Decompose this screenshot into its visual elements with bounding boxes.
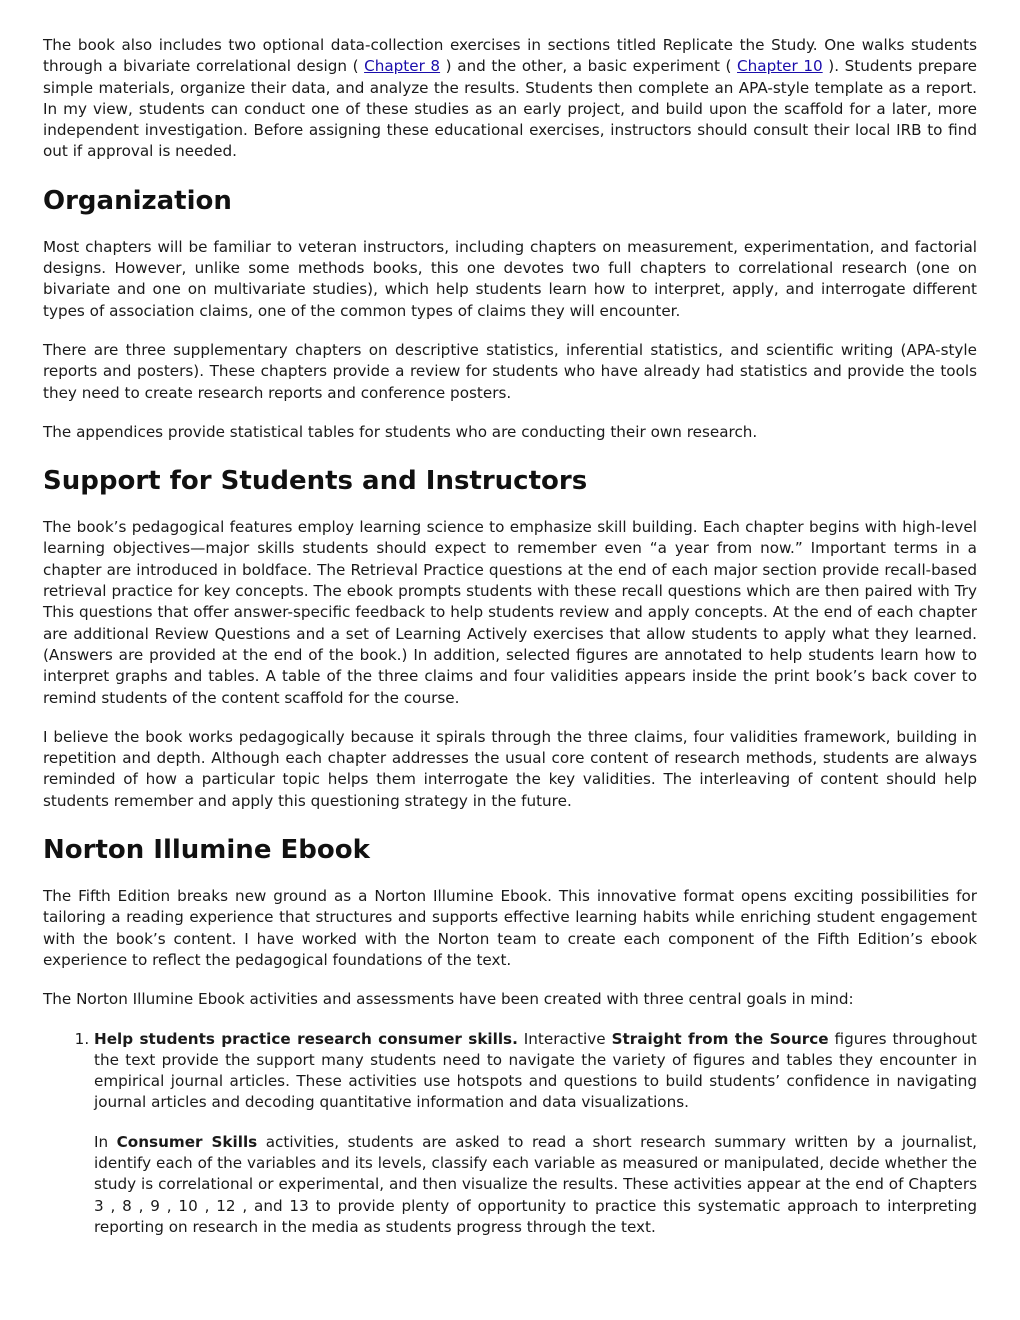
chapter-10-link[interactable]: Chapter 10 bbox=[737, 57, 823, 76]
goal-1-sub-text-a: In bbox=[94, 1132, 117, 1151]
norton-heading: Norton Illumine Ebook bbox=[43, 835, 370, 866]
goal-1-sub-text-b: activities, students are asked to read a short research summary written by a journalist, identify each of the variables and its levels, classify each variable as measured or manipulated, decide whether the study is correlational or experimental, and then visualize the results. These activities appear at the end of Chapters 3 , 8 , 9 , 10 , 12 , and 13 to provide plenty of opportunity to practice this systematic approach to interpreting reporting on research in the media as students progress through the text. bbox=[94, 1132, 977, 1236]
organization-heading: Organization bbox=[43, 185, 232, 216]
norton-paragraph-1: The Fifth Edition breaks new ground as a Norton Illumine Ebook. This innovative format opens exciting possibilities for tailoring a reading experience that structures and supports effective learning habits while enriching student engagement with the book’s content. I have worked with the Norton team to create each component of the Fifth Edition’s ebook experience to reflect the pedagogical foundations of the text. bbox=[43, 887, 977, 969]
support-heading: Support for Students and Instructors bbox=[43, 466, 588, 497]
support-paragraph-1: The book’s pedagogical features employ learning science to emphasize skill building. Each chapter begins with high-level learning objectives—major skills students should expect to remember even “a year from now.” Important terms in a chapter are introduced in boldface. The Retrieval Practice questions at the end of each major section provide recall-based retrieval practice for key concepts. The ebook prompts students with these recall questions which are then paired with Try This questions that offer answer-specific feedback to help students review and apply concepts. At the end of each chapter are additional Review Questions and a set of Learning Actively exercises that allow students to apply what they learned. (Answers are provided at the end of the book.) In addition, selected figures are annotated to help students learn how to interpret graphs and tables. A table of the three claims and four validities appears inside the print book’s back cover to remind students of the content scaffold for the course. bbox=[43, 518, 977, 707]
chapter-8-link[interactable]: Chapter 8 bbox=[364, 57, 441, 76]
organization-paragraph-1: Most chapters will be familiar to veteran instructors, including chapters on measurement, experimentation, and factorial designs. However, unlike some methods books, this one devotes two full chapters to correlational research (one on bivariate and one on multivariate studies), which help students learn how to interpret, apply, and interrogate different types of association claims, one of the common types of claims they will encounter. bbox=[43, 237, 977, 320]
intro-text-2: ) and the other, a basic experiment ( bbox=[440, 57, 738, 76]
list-item bbox=[94, 1029, 977, 1239]
goal-1-bold-mid: Straight from the Source bbox=[611, 1029, 829, 1048]
goal-1-sub-paragraph bbox=[94, 1132, 977, 1238]
goal-1-paragraph bbox=[94, 1029, 977, 1114]
goal-1-text-a: Interactive bbox=[517, 1029, 612, 1048]
goal-1-sub-bold: Consumer Skills bbox=[116, 1132, 258, 1151]
document-page bbox=[43, 0, 977, 1238]
support-paragraph-2: I believe the book works pedagogically because it spirals through the three claims, four validities framework, building in repetition and depth. Although each chapter addresses the usual core content of research methods, students are always reminded of how a particular topic helps them interrogate the key validities. The interleaving of content should help students remember and apply this questioning strategy in the future. bbox=[43, 727, 977, 810]
intro-text-3: ). Students prepare simple materials, organize their data, and analyze the results. Students then complete an APA-style template as a report. In my view, students can conduct one of these studies as an early project, and build upon the scaffold for a later, more independent investigation. Before assigning these educational exercises, instructors should consult their local IRB to find out if approval is needed. bbox=[43, 57, 977, 161]
organization-paragraph-3: The appendices provide statistical tables for students who are conducting their own research. bbox=[43, 422, 758, 441]
intro-paragraph bbox=[43, 35, 977, 163]
goals-list bbox=[43, 1029, 977, 1239]
goal-1-text-b: figures throughout the text provide the support many students need to navigate the variety of figures and tables they encounter in empirical journal articles. These activities use hotspots and questions to build students’ confidence in navigating journal articles and decoding quantitative information and data visualizations. bbox=[94, 1029, 978, 1112]
goal-1-bold-lead: Help students practice research consumer skills. bbox=[94, 1029, 518, 1048]
norton-paragraph-2: The Norton Illumine Ebook activities and assessments have been created with three central goals in mind: bbox=[43, 990, 854, 1009]
organization-paragraph-2: There are three supplementary chapters on descriptive statistics, inferential statistics, and scientific writing (APA-style reports and posters). These chapters provide a review for students who have already had statistics and provide the tools they need to create research reports and conference posters. bbox=[43, 340, 977, 402]
intro-text-1: The book also includes two optional data-collection exercises in sections titled Replicate the Study. One walks students through a bivariate correlational design ( bbox=[43, 36, 977, 76]
